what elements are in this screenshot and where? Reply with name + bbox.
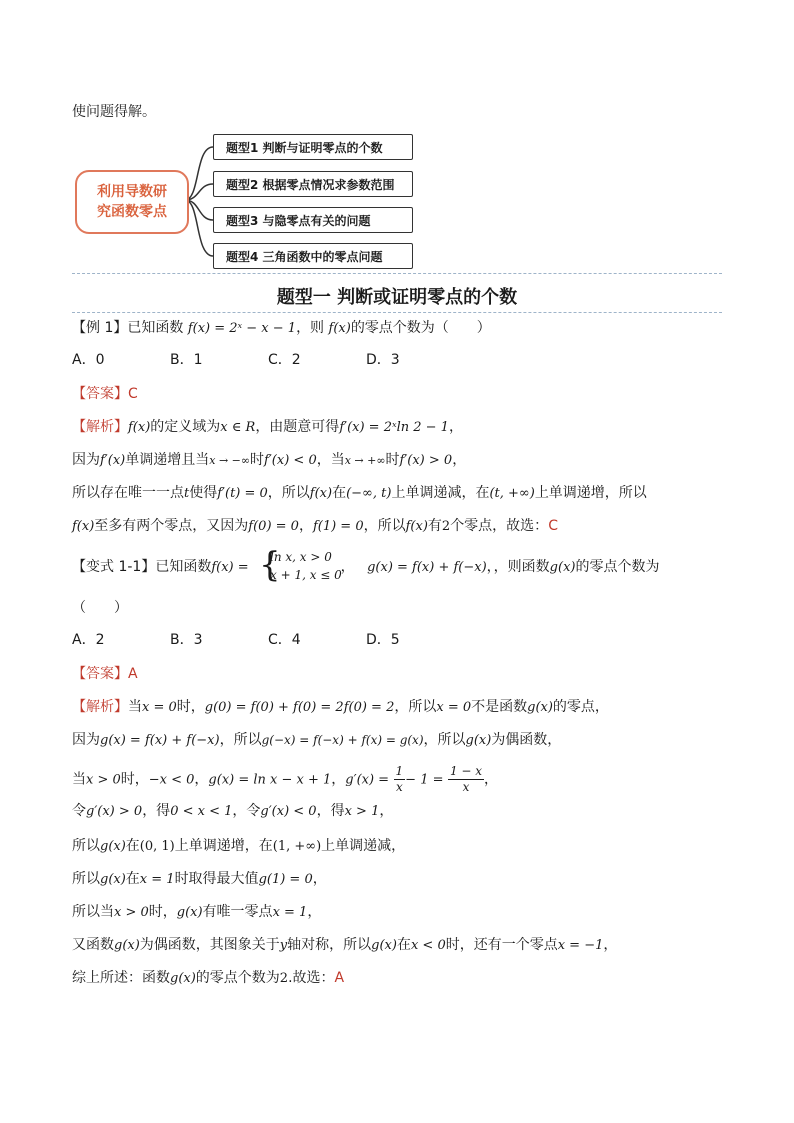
- piecewise-cases: ln x, x > 0 x + 1, x ≤ 0: [270, 550, 342, 582]
- variant1-answer: 【答案】A: [72, 666, 138, 682]
- example1-analysis-2: 因为f′(x)单调递增且当x → −∞时f′(x) < 0，当x → +∞时f′(x) > 0，: [72, 452, 467, 468]
- variant1-analysis-8: 又函数g(x)为偶函数，其图象关于y轴对称，所以g(x)在x < 0时，还有一个零点x = −1，: [72, 937, 618, 953]
- variant1-analysis-1: 【解析】当x = 0时，g(0) = f(0) + f(0) = 2f(0) = 2，所以x = 0不是函数g(x)的零点，: [72, 699, 609, 715]
- example1-options: A．0 B．1 C．2 D．3: [72, 352, 400, 368]
- variant1-paren: （ ）: [72, 600, 128, 616]
- example1-analysis-3: 所以存在唯一一点t使得f′(t) = 0，所以f(x)在(−∞, t)上单调递减，在(t, +∞)上单调递增，所以: [72, 485, 647, 501]
- divider-bottom: [72, 312, 722, 313]
- variant1-analysis-9: 综上所述：函数g(x)的零点个数为2.故选：A: [72, 970, 345, 986]
- mindmap-root: 利用导数研 究函数零点: [75, 170, 189, 234]
- piecewise-brace: {: [259, 545, 281, 585]
- mindmap-branch-4: 题型4 三角函数中的零点问题: [213, 243, 413, 269]
- variant1-analysis-7: 所以当x > 0时，g(x)有唯一零点x = 1，: [72, 904, 322, 920]
- variant1-analysis-3: 当x > 0时，−x < 0，g(x) = ln x − x + 1，g′(x) = $\frac{1}{x}$ − 1 = $\frac{1 - x}{x}$ ，: [72, 764, 499, 794]
- example1-analysis-4: f(x)至多有两个零点，又因为f(0) = 0，f(1) = 0，所以f(x)有2个零点，故选：C: [72, 518, 558, 534]
- example1-analysis-1: 【解析】f(x)的定义域为x ∈ R，由题意可得f′(x) = 2ˣln 2 − 1，: [72, 419, 463, 435]
- variant1-question: 【变式 1-1】已知函数f(x) = ， g(x) = f(x) + f(−x)，，则函数g(x)的零点个数为: [72, 559, 660, 575]
- example1-question: 【例 1】已知函数 f(x) = 2ˣ − x − 1，则 f(x)的零点个数为（ ）: [72, 320, 491, 336]
- variant1-analysis-5: 所以g(x)在(0, 1)上单调递增，在(1, +∞)上单调递减，: [72, 838, 406, 854]
- divider-top: [72, 273, 722, 274]
- example1-answer: 【答案】C: [72, 386, 138, 402]
- variant1-analysis-6: 所以g(x)在x = 1时取得最大值g(1) = 0，: [72, 871, 327, 887]
- variant1-analysis-2: 因为g(x) = f(x) + f(−x)，所以g(−x) = f(−x) + f(x) = g(x)，所以g(x)为偶函数，: [72, 732, 562, 748]
- variant1-analysis-4: 令g′(x) > 0，得0 < x < 1，令g′(x) < 0，得x > 1，: [72, 803, 394, 819]
- section-title: 题型一 判断或证明零点的个数: [276, 287, 518, 308]
- variant1-options: A．2 B．3 C．4 D．5: [72, 632, 400, 648]
- mindmap-branch-2: 题型2 根据零点情况求参数范围: [213, 171, 413, 197]
- mindmap-branch-3: 题型3 与隐零点有关的问题: [213, 207, 413, 233]
- intro-text: 使问题得解。: [72, 104, 156, 120]
- mindmap-branch-1: 题型1 判断与证明零点的个数: [213, 134, 413, 160]
